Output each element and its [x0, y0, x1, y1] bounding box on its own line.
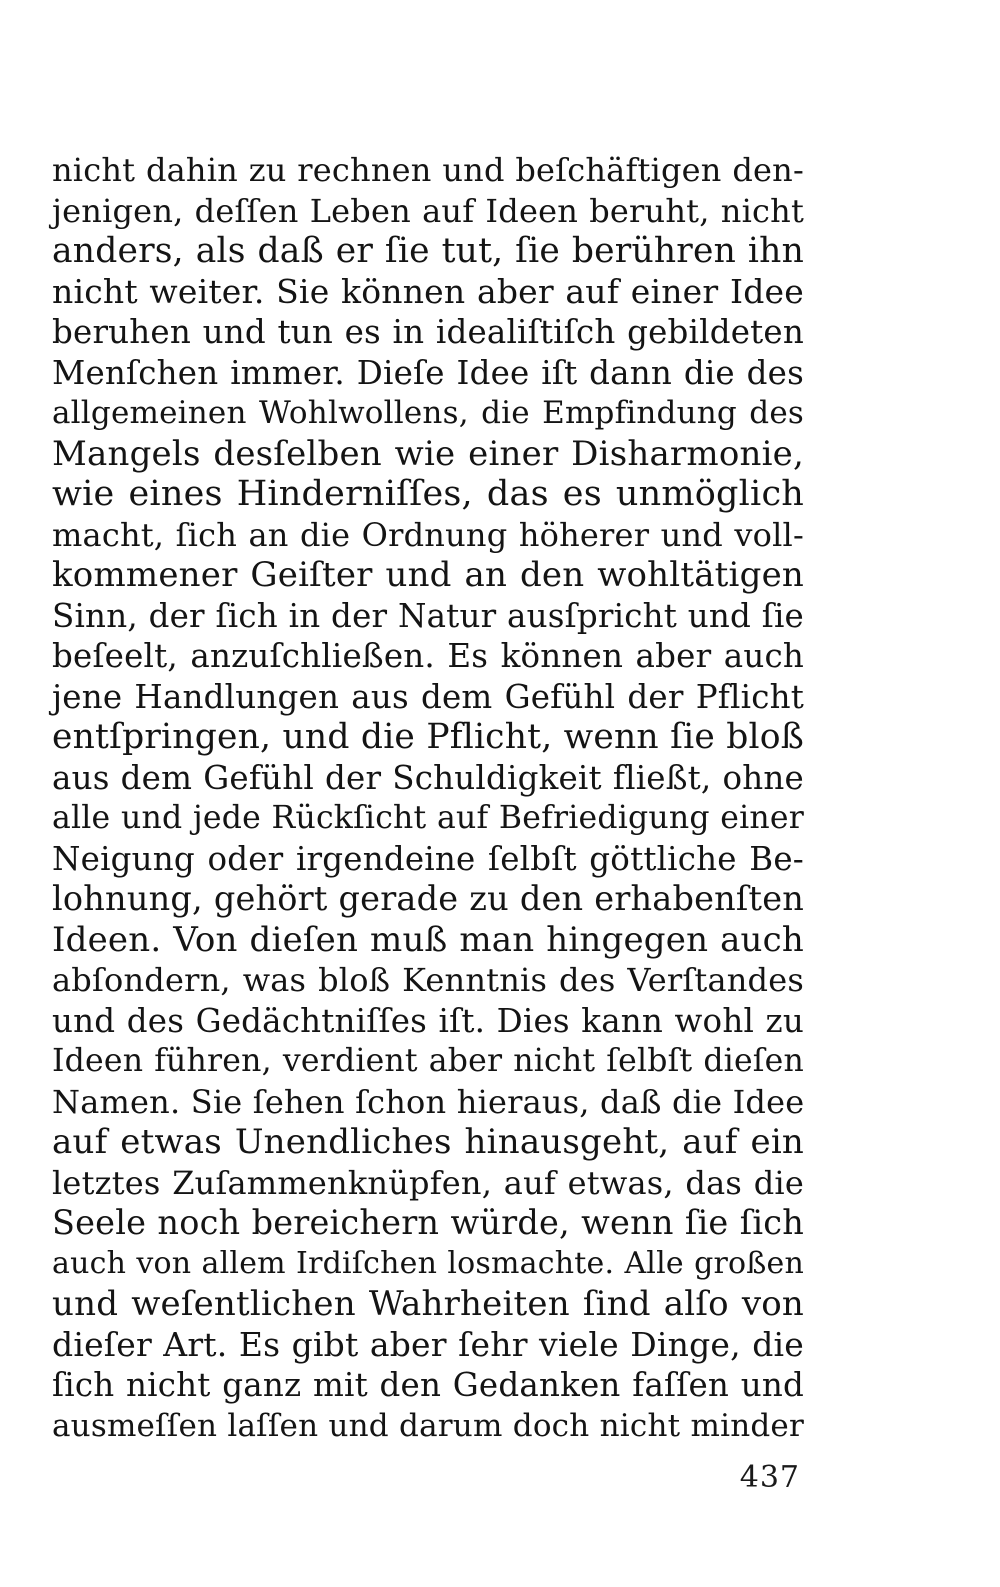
text-line-19: lohnung, gehört gerade zu den erhabenſten — [52, 879, 804, 918]
text-line-18: Neigung oder irgendeine ſelbſt göttliche Be- — [52, 839, 804, 878]
text-line-26: letztes Zuſammenknüpfen, auf etwas, das die — [52, 1163, 804, 1202]
text-line-1: nicht dahin zu rechnen und beſchäftigen den- — [52, 151, 804, 189]
text-line-3: anders, als daß er ſie tut, ſie berühren ihn — [52, 231, 804, 271]
text-line-2: jenigen, deſſen Leben auf Ideen beruht, nicht — [52, 191, 804, 230]
text-line-14: jene Handlungen aus dem Gefühl der Pflicht — [52, 677, 804, 716]
text-line-12: Sinn, der ſich in der Natur ausſpricht und ſie — [52, 596, 804, 635]
text-line-4: nicht weiter. Sie können aber auf einer Idee — [52, 271, 804, 311]
text-line-30: dieſer Art. Es gibt aber ſehr viele Dinge, die — [52, 1324, 804, 1364]
text-line-22: und des Gedächtniſſes iſt. Dies kann wohl zu — [52, 1001, 804, 1040]
text-line-20: Ideen. Von dieſen muß man hingegen auch — [52, 919, 804, 960]
text-line-31: ſich nicht ganz mit den Gedanken faſſen und — [52, 1366, 804, 1404]
text-line-13: beſeelt, anzuſchließen. Es können aber auch — [52, 637, 804, 675]
text-line-8: Mangels desſelben wie einer Disharmonie, — [52, 433, 804, 474]
text-line-21: abſondern, was bloß Kenntnis des Verſtandes — [52, 961, 804, 999]
text-line-5: beruhen und tun es in idealiſtiſch gebildeten — [52, 313, 804, 351]
text-line-9: wie eines Hinderniſſes, das es unmöglich — [52, 474, 804, 514]
text-line-10: macht, ſich an die Ordnung höherer und voll- — [52, 515, 804, 554]
text-line-28: auch von allem Irdiſchen losmachte. Alle großen — [52, 1245, 804, 1281]
text-line-23: Ideen führen, verdient aber nicht ſelbſt dieſen — [52, 1043, 804, 1079]
page-number: 437 — [739, 1460, 800, 1495]
text-line-17: alle und jede Rückſicht auf Befriedigung einer — [52, 800, 804, 836]
text-line-11: kommener Geiſter und an den wohltätigen — [52, 555, 804, 595]
text-line-25: auf etwas Unendliches hinausgeht, auf ein — [52, 1122, 804, 1162]
text-line-16: aus dem Gefühl der Schuldigkeit fließt, ohne — [52, 758, 804, 797]
text-line-7: allgemeinen Wohlwollens, die Empfindung des — [52, 395, 804, 431]
text-line-24: Namen. Sie ſehen ſchon hieraus, daß die Idee — [52, 1082, 805, 1121]
text-line-27: Seele noch bereichern würde, wenn ſie ſich — [52, 1203, 804, 1242]
text-line-6: Menſchen immer. Dieſe Idee iſt dann die des — [52, 353, 804, 392]
text-line-32: ausmeſſen laſſen und darum doch nicht minder — [52, 1407, 804, 1444]
text-line-29: und weſentlichen Wahrheiten ſind alſo von — [52, 1284, 804, 1324]
text-line-15: entſpringen, und die Pflicht, wenn ſie bloß — [52, 717, 804, 757]
body-text — [52, 150, 804, 1446]
